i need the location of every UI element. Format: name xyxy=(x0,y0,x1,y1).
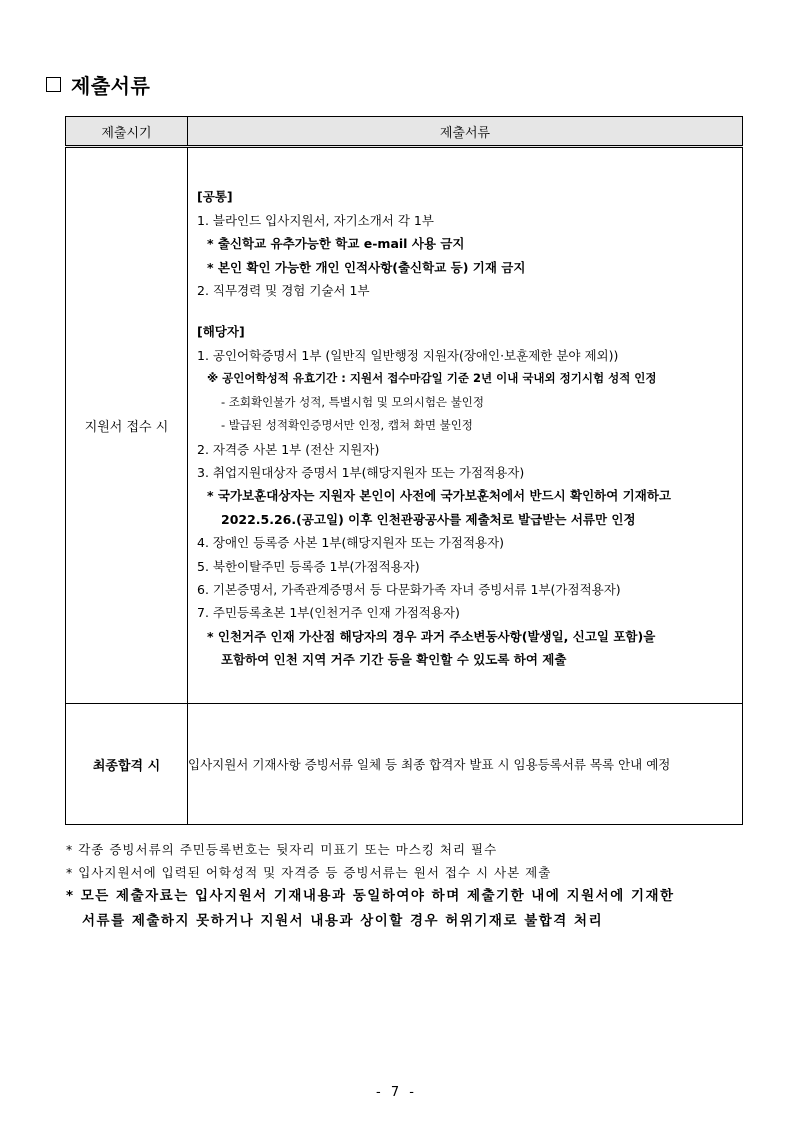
list-item: 6. 기본증명서, 가족관계증명서 등 다문화가족 자녀 증빙서류 1부(가점적용자) xyxy=(197,581,621,597)
final-timing-label: 최종합격 시 xyxy=(66,704,188,825)
list-item-note: ※ 공인어학성적 유효기간 : 지원서 접수마감일 기준 2년 이내 국내외 정기시험 성적 인정 xyxy=(207,371,657,386)
list-item: 7. 주민등록초본 1부(인천거주 인재 가점적용자) xyxy=(197,605,460,621)
list-item-note: * 인천거주 인재 가산점 해당자의 경우 과거 주소변동사항(발생일, 신고일 포함)을 xyxy=(207,628,656,644)
footnote-important-cont: 서류를 제출하지 못하거나 지원서 내용과 상이할 경우 허위기재로 불합격 처리 xyxy=(82,913,604,929)
footnote: * 입사지원서에 입력된 어학성적 및 자격증 등 증빙서류는 원서 접수 시 사본 제출 xyxy=(66,865,552,880)
section-title xyxy=(46,70,150,99)
list-item: 1. 블라인드 입사지원서, 자기소개서 각 1부 xyxy=(197,212,434,228)
list-item-note: * 본인 확인 가능한 개인 인적사항(출신학교 등) 기재 금지 xyxy=(207,259,526,275)
list-item: 4. 장애인 등록증 사본 1부(해당지원자 또는 가점적용자) xyxy=(197,535,505,551)
list-item: 2. 자격증 사본 1부 (전산 지원자) xyxy=(197,441,380,457)
table-row-application xyxy=(66,147,743,704)
list-item-note-cont: 2022.5.26.(공고일) 이후 인천관광공사를 제출처로 발급받는 서류만 인정 xyxy=(221,511,636,527)
section-title-text: 제출서류 xyxy=(71,74,151,98)
list-item-note: * 출신학교 유추가능한 학교 e-mail 사용 금지 xyxy=(207,236,465,252)
common-heading: [공통] xyxy=(197,189,233,205)
table-header-row xyxy=(66,117,743,147)
list-item-subnote: - 발급된 성적확인증명서만 인정, 캡쳐 화면 불인정 xyxy=(221,418,473,433)
applicable-heading: [해당자] xyxy=(197,324,245,340)
list-item-note: * 국가보훈대상자는 지원자 본인이 사전에 국가보훈처에서 반드시 확인하여 기재하고 xyxy=(207,488,671,504)
footnotes xyxy=(66,838,756,934)
list-item: 1. 공인어학증명서 1부 (일반직 일반행정 지원자(장애인·보훈제한 분야 제외)) xyxy=(197,347,619,363)
checkbox-square-icon xyxy=(46,77,61,92)
list-item: 3. 취업지원대상자 증명서 1부(해당지원자 또는 가점적용자) xyxy=(197,464,525,480)
table-row-final xyxy=(66,704,743,825)
page-number: - 7 - xyxy=(376,1085,417,1100)
header-submission-timing: 제출시기 xyxy=(66,117,188,147)
list-item: 2. 직무경력 및 경험 기술서 1부 xyxy=(197,283,370,299)
list-item-note-cont: 포함하여 인천 지역 거주 기간 등을 확인할 수 있도록 하여 제출 xyxy=(221,652,567,668)
header-documents: 제출서류 xyxy=(188,117,743,147)
footnote: * 각종 증빙서류의 주민등록번호는 뒷자리 미표기 또는 마스킹 처리 필수 xyxy=(66,842,498,857)
footnote-important: * 모든 제출자료는 입사지원서 기재내용과 동일하여야 하며 제출기한 내에 지원서에 기재한 xyxy=(66,888,675,904)
spacer xyxy=(197,302,736,320)
list-item: 5. 북한이탈주민 등록증 1부(가점적용자) xyxy=(197,558,420,574)
final-documents-text: 입사지원서 기재사항 증빙서류 일체 등 최종 합격자 발표 시 임용등록서류 목록 안내 예정 xyxy=(188,704,743,825)
application-timing-label: 지원서 접수 시 xyxy=(66,147,188,704)
list-item-subnote: - 조회확인불가 성적, 특별시험 및 모의시험은 불인정 xyxy=(221,394,485,409)
application-documents-cell xyxy=(188,147,743,704)
documents-table xyxy=(65,116,743,825)
